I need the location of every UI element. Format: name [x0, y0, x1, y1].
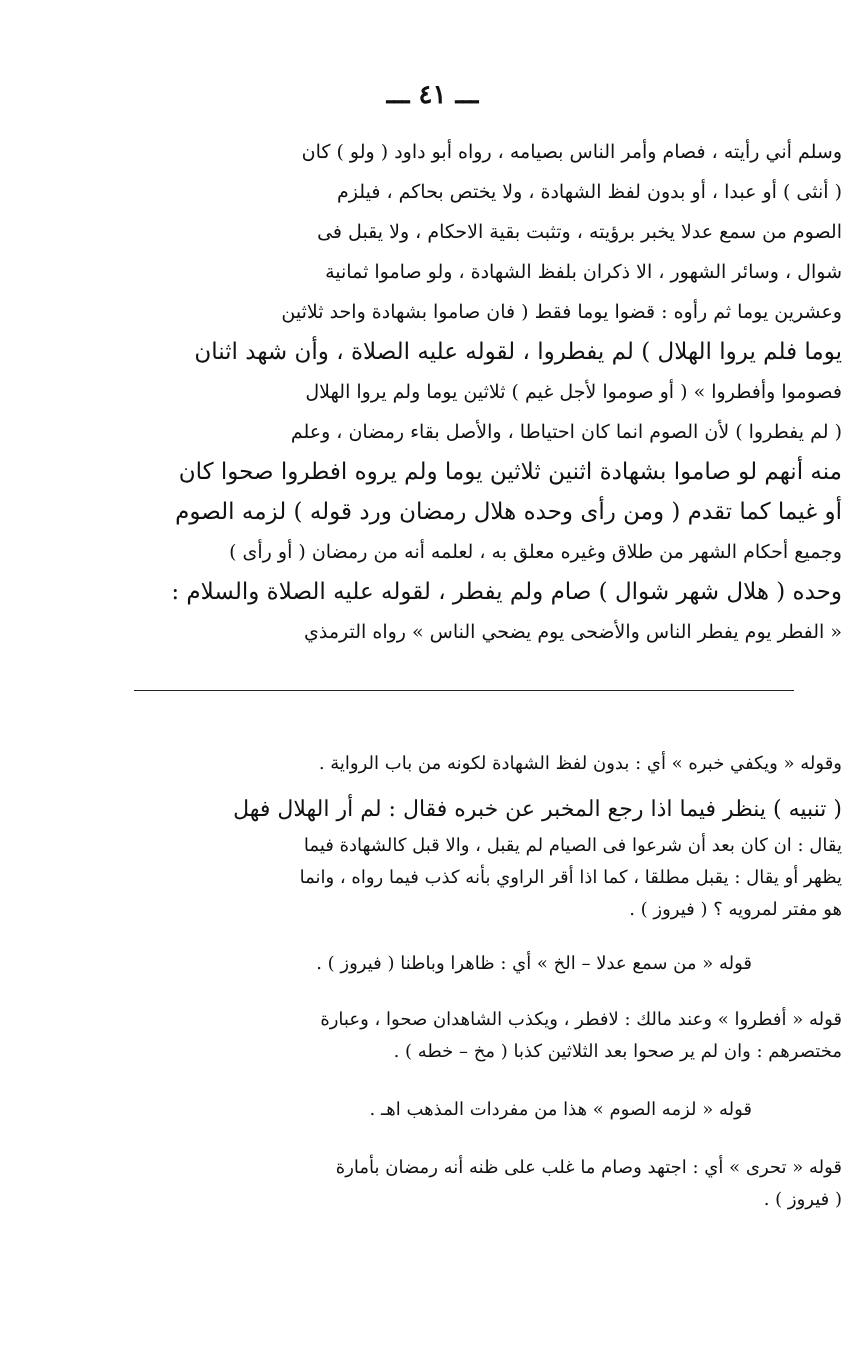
footnote-paragraph — [126, 748, 842, 780]
footnote-line: يظهر أو يقال : يقبل مطلقا ، كما اذا أقر الراوي بأنه كذب فيما رواه ، وانما — [299, 867, 842, 888]
page-number: ـــ ٤١ ـــ — [386, 80, 479, 110]
footnote-line: هو مفتر لمرويه ؟ ( فيروز ) . — [629, 899, 842, 920]
footnote-paragraph — [126, 948, 842, 980]
main-text-line: أو غيما كما تقدم ( ومن رأى وحده هلال رمضان ورد قوله ) لزمه الصوم — [175, 499, 842, 525]
main-text-line: وعشرين يوما ثم رأوه : قضوا يوما فقط ( فان صاموا بشهادة واحد ثلاثين — [281, 301, 842, 323]
footnote-line: ( تنبيه ) ينظر فيما اذا رجع المخبر عن خبره فقال : لم أر الهلال فهل — [233, 797, 842, 822]
footnote-line: يقال : ان كان بعد أن شرعوا فى الصيام لم يقبل ، والا قبل كالشهادة فيما — [303, 835, 842, 856]
footnote-line: قوله « أفطروا » وعند مالك : لافطر ، ويكذب الشاهدان صحوا ، وعبارة — [320, 1009, 842, 1030]
footnote-paragraph — [126, 790, 842, 926]
footnote-divider — [134, 690, 794, 691]
footnote-line: مختصرهم : وان لم ير صحوا بعد الثلاثين كذبا ( مخ – خطه ) . — [393, 1041, 842, 1062]
footnote-line: وقوله « ويكفي خبره » أي : بدون لفظ الشهادة لكونه من باب الرواية . — [318, 753, 842, 774]
footnote-line: ( فيروز ) . — [763, 1189, 842, 1210]
main-text-line: شوال ، وسائر الشهور ، الا ذكران بلفظ الشهادة ، ولو صاموا ثمانية — [325, 261, 842, 283]
footnote-line: قوله « لزمه الصوم » هذا من مفردات المذهب اهـ . — [369, 1099, 752, 1120]
main-text-line: يوما فلم يروا الهلال ) لم يفطروا ، لقوله عليه الصلاة ، وأن شهد اثنان — [194, 339, 842, 365]
footnotes-block — [126, 748, 842, 1216]
main-text-line: « الفطر يوم يفطر الناس والأضحى يوم يضحي الناس » رواه الترمذي — [304, 621, 842, 643]
main-text-line: الصوم من سمع عدلا يخبر برؤيته ، وتثبت بقية الاحكام ، ولا يقبل فى — [317, 221, 842, 243]
main-text-line: فصوموا وأفطروا » ( أو صوموا لأجل غيم ) ثلاثين يوما ولم يروا الهلال — [305, 381, 842, 403]
footnote-line: قوله « تحرى » أي : اجتهد وصام ما غلب على ظنه أنه رمضان بأمارة — [335, 1157, 842, 1178]
main-text-block — [130, 132, 842, 652]
main-text-line: وسلم أني رأيته ، فصام وأمر الناس بصيامه ، رواه أبو داود ( ولو ) كان — [301, 141, 842, 163]
footnote-paragraph — [126, 1152, 842, 1216]
main-text-line: ( لم يفطروا ) لأن الصوم انما كان احتياطا ، والأصل بقاء رمضان ، وعلم — [290, 421, 842, 443]
main-text-line: منه أنهم لو صاموا بشهادة اثنين ثلاثين يوما ولم يروه افطروا صحوا كان — [178, 459, 842, 485]
footnote-paragraph — [126, 1094, 842, 1126]
main-text-line: ( أنثى ) أو عبدا ، أو بدون لفظ الشهادة ، ولا يختص بحاكم ، فيلزم — [337, 181, 842, 203]
footnote-line: قوله « من سمع عدلا – الخ » أي : ظاهرا وباطنا ( فيروز ) . — [316, 953, 752, 974]
footnote-paragraph — [126, 1004, 842, 1068]
main-text-line: وجميع أحكام الشهر من طلاق وغيره معلق به ، لعلمه أنه من رمضان ( أو رأى ) — [229, 541, 842, 563]
main-text-line: وحده ( هلال شهر شوال ) صام ولم يفطر ، لقوله عليه الصلاة والسلام : — [171, 579, 842, 605]
